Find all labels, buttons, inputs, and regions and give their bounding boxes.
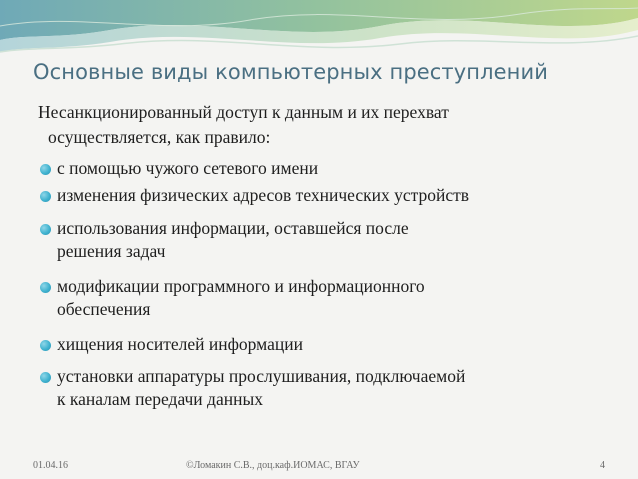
bullet-icon: [40, 340, 51, 351]
bullet-icon: [40, 372, 51, 383]
intro-line-1: Несанкционированный доступ к данным и их перехват: [38, 102, 449, 122]
bullet-icon: [40, 164, 51, 175]
bullet-icon: [40, 224, 51, 235]
list-item-text: хищения носителей информации: [57, 334, 303, 354]
footer-author: ©Ломакин С.В., доц.каф.ИОМАС, ВГАУ: [186, 460, 360, 471]
slide-title: Основные виды компьютерных преступлений: [33, 60, 548, 84]
list-item-text: модификации программного и информационного: [57, 276, 425, 296]
list-item-text: установки аппаратуры прослушивания, подключаемой: [57, 366, 466, 386]
list-item-text: изменения физических адресов технических устройств: [57, 185, 470, 205]
intro-line-2: осуществляется, как правило:: [48, 127, 271, 147]
list-item-text-continued: обеспечения: [57, 299, 151, 319]
header-waves-graphic: [0, 0, 638, 62]
list-item-text-continued: решения задач: [57, 241, 166, 261]
bullet-icon: [40, 282, 51, 293]
list-item-text-continued: к каналам передачи данных: [57, 389, 263, 409]
list-item-text: с помощью чужого сетевого имени: [57, 158, 319, 178]
footer-page-number: 4: [600, 460, 605, 471]
footer-date: 01.04.16: [33, 460, 68, 471]
header-decoration: [0, 0, 638, 62]
bullet-icon: [40, 191, 51, 202]
list-item-text: использования информации, оставшейся после: [57, 218, 409, 238]
